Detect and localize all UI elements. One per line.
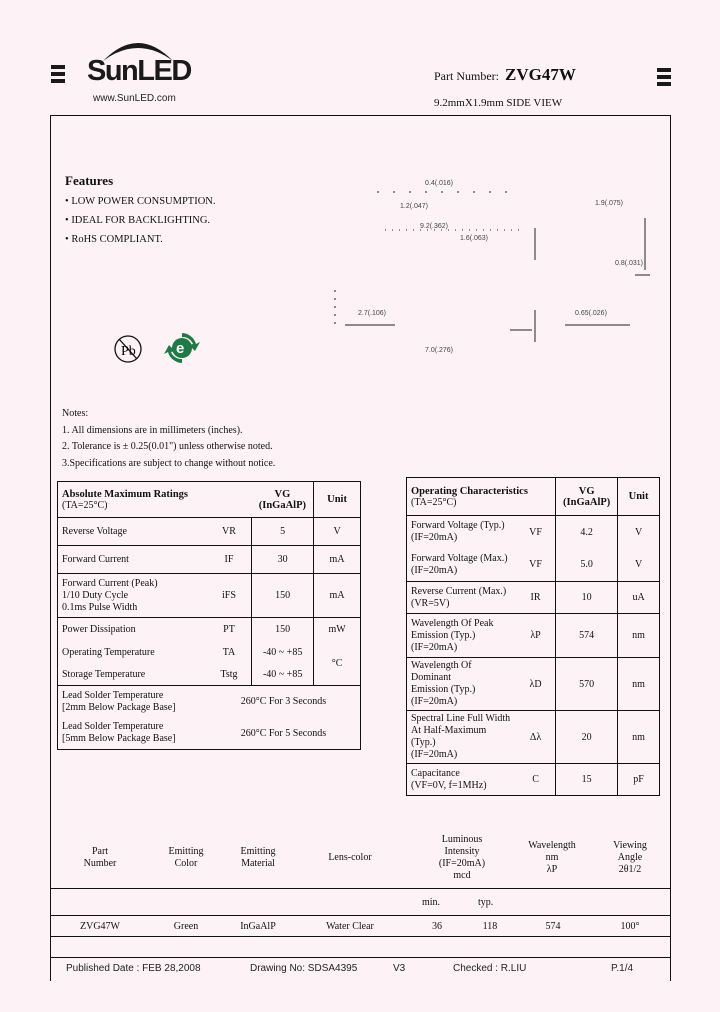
svg-text:2.7(.106): 2.7(.106) bbox=[358, 310, 387, 317]
note-item: 3.Specifications are subject to change without notice. bbox=[62, 457, 276, 469]
page-number: P.1/4 bbox=[611, 963, 634, 974]
sel-header-material: Emitting Material bbox=[240, 846, 276, 869]
svg-text:0.8(.031): 0.8(.031) bbox=[615, 260, 644, 267]
svg-text:1.2(.047): 1.2(.047) bbox=[400, 203, 429, 210]
svg-text:1.9(.075): 1.9(.075) bbox=[595, 200, 624, 207]
table-row: Storage Temperature Tstg -40 ~ +85 bbox=[58, 664, 361, 686]
brand-logo: SunLED bbox=[87, 55, 191, 87]
brand-bars-left-icon bbox=[51, 65, 65, 86]
table-row: Wavelength Of Dominant Emission (Typ.) (IF=20mA) λD 570 nm bbox=[407, 658, 660, 711]
feature-item: • RoHS COMPLIANT. bbox=[65, 234, 163, 245]
svg-text:9.2(.362): 9.2(.362) bbox=[420, 223, 449, 230]
table-row: Capacitance (VF=0V, f=1MHz) C 15 pF bbox=[407, 764, 660, 796]
svg-text:0.65(.026): 0.65(.026) bbox=[575, 310, 607, 317]
footer-divider bbox=[50, 957, 671, 958]
notes-title: Notes: bbox=[62, 408, 89, 419]
note-item: 1. All dimensions are in millimeters (inches). bbox=[62, 424, 243, 436]
operating-characteristics-table bbox=[406, 477, 660, 796]
table-row: Lead Solder Temperature [2mm Below Package Base] 260°C For 3 Seconds bbox=[58, 686, 361, 718]
sel-header-color: Emitting Color bbox=[168, 846, 204, 869]
part-number-heading bbox=[434, 65, 576, 85]
pb-free-icon bbox=[113, 333, 143, 365]
sel-header-wavelength: Wavelength nm λP bbox=[528, 840, 576, 875]
table-header-row bbox=[58, 482, 361, 518]
part-number-value: ZVG47W bbox=[505, 65, 576, 84]
sel-cell-material: InGaAlP bbox=[240, 921, 276, 932]
col-header-vg: VG bbox=[578, 485, 595, 497]
col-header-vg: VG bbox=[274, 488, 291, 500]
sel-cell-color: Green bbox=[173, 921, 199, 932]
package-drawing bbox=[320, 170, 670, 410]
sel-header-part: Part Number bbox=[83, 846, 117, 869]
sel-header-min: min. bbox=[422, 897, 441, 908]
table-row: Operating Temperature TA -40 ~ +85 °C bbox=[58, 642, 361, 664]
col-header-unit: Unit bbox=[618, 478, 660, 516]
table-row: Reverse Voltage VR 5 V bbox=[58, 518, 361, 546]
version: V3 bbox=[393, 963, 406, 974]
col-header-unit: Unit bbox=[314, 482, 361, 518]
sel-header-angle: Viewing Angle 2θ1/2 bbox=[613, 840, 647, 875]
abs-max-title: Absolute Maximum Ratings bbox=[62, 488, 189, 500]
op-char-condition: (TA=25°C) bbox=[411, 496, 457, 508]
abs-max-condition: (TA=25°C) bbox=[62, 499, 108, 511]
sel-cell-min: 36 bbox=[432, 921, 442, 932]
part-number-label: Part Number: bbox=[434, 69, 499, 83]
divider bbox=[50, 936, 670, 937]
svg-text:0.4(.016): 0.4(.016) bbox=[425, 180, 454, 187]
svg-text:e: e bbox=[176, 340, 185, 357]
table-row: Reverse Current (Max.) (VR=5V) IR 10 uA bbox=[407, 582, 660, 614]
brand-bars-right-icon bbox=[657, 68, 671, 89]
sel-cell-part: ZVG47W bbox=[80, 921, 120, 932]
col-header-material: (InGaAlP) bbox=[563, 496, 611, 508]
divider bbox=[50, 888, 670, 889]
sel-header-typ: typ. bbox=[478, 897, 494, 908]
feature-item: • LOW POWER CONSUMPTION. bbox=[65, 196, 216, 207]
table-row: Forward Current (Peak) 1/10 Duty Cycle 0.1ms Pulse Width iFS 150 mA bbox=[58, 574, 361, 618]
sel-cell-typ: 118 bbox=[482, 921, 498, 932]
table-row: Power Dissipation PT 150 mW bbox=[58, 618, 361, 642]
svg-text:1.6(.063): 1.6(.063) bbox=[460, 235, 489, 242]
sel-cell-wavelength: 574 bbox=[545, 921, 561, 932]
absolute-max-ratings-table bbox=[57, 481, 361, 750]
table-row: Forward Current IF 30 mA bbox=[58, 546, 361, 574]
features-title: Features bbox=[65, 173, 114, 188]
drawing-number: Drawing No: SDSA4395 bbox=[250, 963, 358, 974]
table-header-row bbox=[407, 478, 660, 516]
table-row: Lead Solder Temperature [5mm Below Package Base] 260°C For 5 Seconds bbox=[58, 718, 361, 750]
table-row: Forward Voltage (Max.) (IF=20mA) VF 5.0 V bbox=[407, 549, 660, 582]
rohs-e-icon bbox=[164, 330, 200, 366]
notes-block bbox=[62, 406, 275, 472]
svg-text:7.0(.276): 7.0(.276) bbox=[425, 347, 454, 354]
table-row: Forward Voltage (Typ.) (IF=20mA) VF 4.2 V bbox=[407, 516, 660, 549]
sel-cell-angle: 100° bbox=[620, 921, 640, 932]
op-char-title: Operating Characteristics bbox=[411, 485, 528, 497]
sel-cell-lens: Water Clear bbox=[326, 921, 374, 932]
feature-item: • IDEAL FOR BACKLIGHTING. bbox=[65, 215, 211, 226]
table-row: Wavelength Of Peak Emission (Typ.) (IF=20mA) λP 574 nm bbox=[407, 614, 660, 658]
checked-by: Checked : R.LIU bbox=[453, 963, 527, 974]
published-date: Published Date : FEB 28,2008 bbox=[66, 963, 201, 974]
brand-website[interactable]: www.SunLED.com bbox=[93, 93, 176, 104]
svg-text:Pb: Pb bbox=[121, 344, 136, 359]
table-row: Spectral Line Full Width At Half-Maximum (Typ.) (IF=20mA) Δλ 20 nm bbox=[407, 711, 660, 764]
note-item: 2. Tolerance is ± 0.25(0.01") unless otherwise noted. bbox=[62, 441, 273, 452]
sel-header-lens: Lens-color bbox=[328, 852, 372, 863]
divider bbox=[50, 915, 670, 916]
package-subtitle: 9.2mmX1.9mm SIDE VIEW bbox=[434, 97, 563, 109]
col-header-material: (InGaAlP) bbox=[258, 499, 306, 511]
sel-header-intensity: Luminous Intensity (IF=20mA) mcd bbox=[438, 834, 486, 881]
